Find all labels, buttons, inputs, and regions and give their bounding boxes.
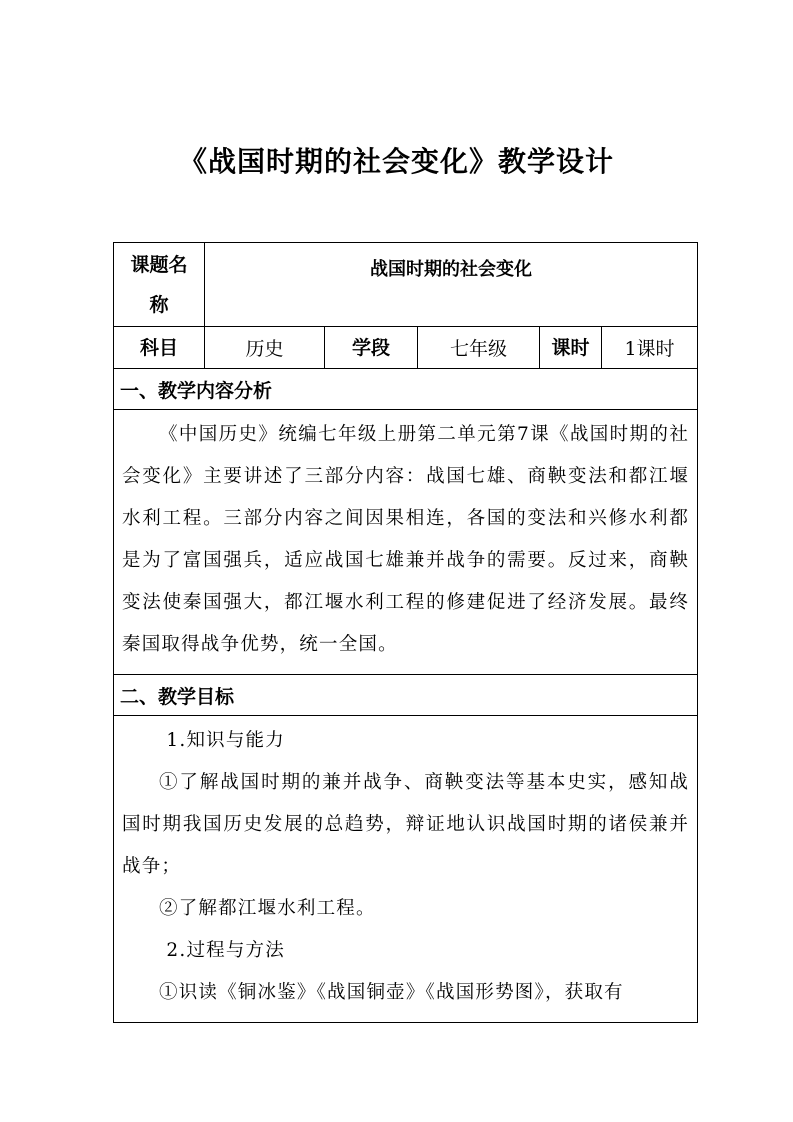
analysis-body (114, 410, 698, 675)
lesson-plan-table (113, 242, 698, 1023)
document-title: 《战国时期的社会变化》教学设计 (178, 145, 614, 178)
goal-knowledge-item-1: ①了解战国时期的兼并战争、商鞅变法等基本史实，感知战国时期我国历史发展的总趋势，辩证地认识战国时期的诸侯兼并战争； (122, 772, 690, 877)
period-value: 1课时 (602, 327, 698, 369)
period-label: 课时 (540, 327, 602, 369)
goals-body-row (114, 716, 698, 1023)
subject-label: 科目 (114, 327, 205, 369)
goals-heading-row (114, 675, 698, 716)
analysis-heading: 一、教学内容分析 (114, 369, 698, 410)
analysis-heading-row (114, 369, 698, 410)
stage-label: 学段 (325, 327, 418, 369)
goal-knowledge-item-2: ②了解都江堰水利工程。 (159, 898, 376, 919)
topic-label (114, 243, 205, 327)
meta-row (114, 327, 698, 369)
stage-value: 七年级 (418, 327, 540, 369)
subject-value: 历史 (205, 327, 325, 369)
goal-process-heading: 2.过程与方法 (166, 940, 285, 961)
goals-heading: 二、教学目标 (114, 675, 698, 716)
analysis-body-row (114, 410, 698, 675)
topic-label-line1: 课题名 (130, 253, 188, 276)
goal-process-item-1: ①识读《铜冰鉴》《战国铜壶》《战国形势图》，获取有 (159, 982, 624, 1003)
analysis-paragraph: 《中国历史》统编七年级上册第二单元第7课《战国时期的社会变化》主要讲述了三部分内容：战国七雄、商鞅变法和都江堰水利工程。三部分内容之间因果相连，各国的变法和兴修水利都是为了富国强兵，适应战国七雄兼并战争的需要。反过来，商鞅变法使秦国强大，都江堰水利工程的修建促进了经济发展。最终秦国取得战争优势，统一全国。 (122, 424, 690, 655)
goals-body (114, 716, 698, 1023)
topic-row (114, 243, 698, 327)
topic-value: 战国时期的社会变化 (205, 243, 698, 327)
topic-label-line2: 称 (149, 293, 169, 316)
goal-knowledge-heading: 1.知识与能力 (166, 730, 285, 751)
